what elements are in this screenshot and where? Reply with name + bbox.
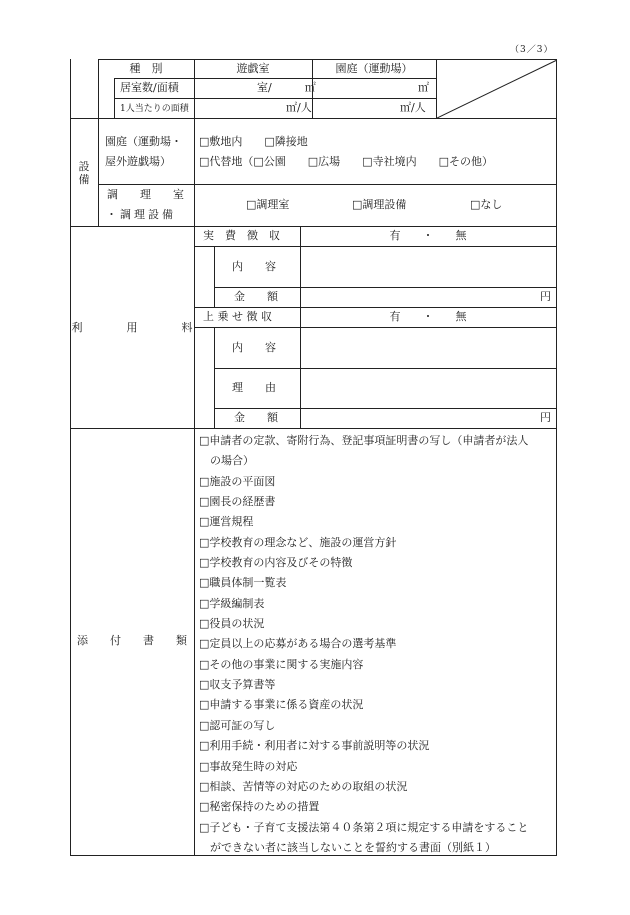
kitchen-label-line1: 調 理 室 <box>107 188 184 201</box>
kitchen-label-line2: ・調理設備 <box>106 208 176 221</box>
list-item: □施設の平面図 <box>199 474 276 488</box>
list-item: □申請者の定款、寄附行為、登記事項証明書の写し（申請者が法人 <box>199 434 529 447</box>
list-item: □職員体制一覧表 <box>199 576 287 590</box>
list-item: □運営規程 <box>199 515 254 529</box>
extra-reason-label: 理 由 <box>232 381 276 394</box>
list-item: □定員以上の応募がある場合の選考基準 <box>199 637 397 651</box>
page-number: （3／3） <box>510 45 554 55</box>
extra-content-label: 内 容 <box>232 341 276 354</box>
list-item: □相談、苦情等の対応のための取組の状況 <box>199 779 408 793</box>
list-item: □秘密保持のための措置 <box>199 800 320 814</box>
rooms-garden-header: 園庭（運動場） <box>335 62 413 75</box>
kitchen-option-none: □なし <box>470 198 503 211</box>
rooms-per-person-label: 1人当たりの面積 <box>120 104 189 114</box>
garden-options-line1: □敷地内 □隣接地 <box>199 135 308 148</box>
extra-charge-yes-no: 有 ・ 無 <box>389 310 467 323</box>
equipment-label-1: 設 <box>78 160 90 173</box>
list-item: □学級編制表 <box>199 596 265 610</box>
rooms-type-header: 種 別 <box>129 62 163 75</box>
kitchen-option-room: □調理室 <box>246 198 290 211</box>
list-item: □子ども・子育て支援法第４０条第２項に規定する申請をすること <box>199 820 529 834</box>
garden-per-person: ㎡/人 <box>400 101 426 114</box>
diagonal-strike-line <box>436 60 557 119</box>
list-item: □収支予算書等 <box>199 678 276 692</box>
list-item: □申請する事業に係る資産の状況 <box>199 698 364 712</box>
garden-label-line2: 屋外遊戯場） <box>105 155 171 168</box>
list-item: の場合） <box>199 454 254 468</box>
garden-area-unit: ㎡ <box>418 81 429 94</box>
garden-options-line2: □代替地（□公園 □広場 □寺社境内 □その他） <box>199 155 493 168</box>
extra-amount-label: 金 額 <box>234 411 278 424</box>
list-item: □事故発生時の対応 <box>199 759 298 773</box>
list-item: □認可証の写し <box>199 718 276 732</box>
playroom-per-person: ㎡/人 <box>286 101 312 114</box>
list-item: □園長の経歴書 <box>199 495 276 509</box>
actual-cost-label: 実 費 徴 収 <box>203 229 280 242</box>
list-item: □その他の事業に関する実施内容 <box>199 657 364 671</box>
list-item: □役員の状況 <box>199 617 265 631</box>
garden-label-line1: 園庭（運動場・ <box>105 135 182 148</box>
extra-charge-label: 上 乗 せ 徴 収 <box>203 310 272 323</box>
playroom-count-area: 室/ ㎡ <box>257 81 316 94</box>
actual-content-label: 内 容 <box>232 260 276 273</box>
rooms-count-area-label: 居室数/面積 <box>120 81 179 94</box>
list-item: □学校教育の内容及びその特徴 <box>199 556 353 570</box>
attachments-label: 添 付 書 類 <box>77 634 187 647</box>
rooms-playroom-header: 遊戯室 <box>236 62 270 75</box>
attachments-list <box>199 431 555 858</box>
actual-cost-yes-no: 有 ・ 無 <box>389 229 467 242</box>
extra-amount-yen: 円 <box>540 411 551 424</box>
kitchen-option-equipment: □調理設備 <box>352 198 407 211</box>
actual-amount-label: 金 額 <box>234 290 278 303</box>
actual-amount-yen: 円 <box>540 290 551 303</box>
list-item: □学校教育の理念など、施設の運営方針 <box>199 535 397 549</box>
list-item: ができない者に該当しないことを誓約する書面（別紙１） <box>199 840 496 854</box>
list-item: □利用手続・利用者に対する事前説明等の状況 <box>199 739 430 753</box>
fees-label: 利 用 料 <box>71 321 193 334</box>
equipment-label-2: 備 <box>78 173 90 186</box>
